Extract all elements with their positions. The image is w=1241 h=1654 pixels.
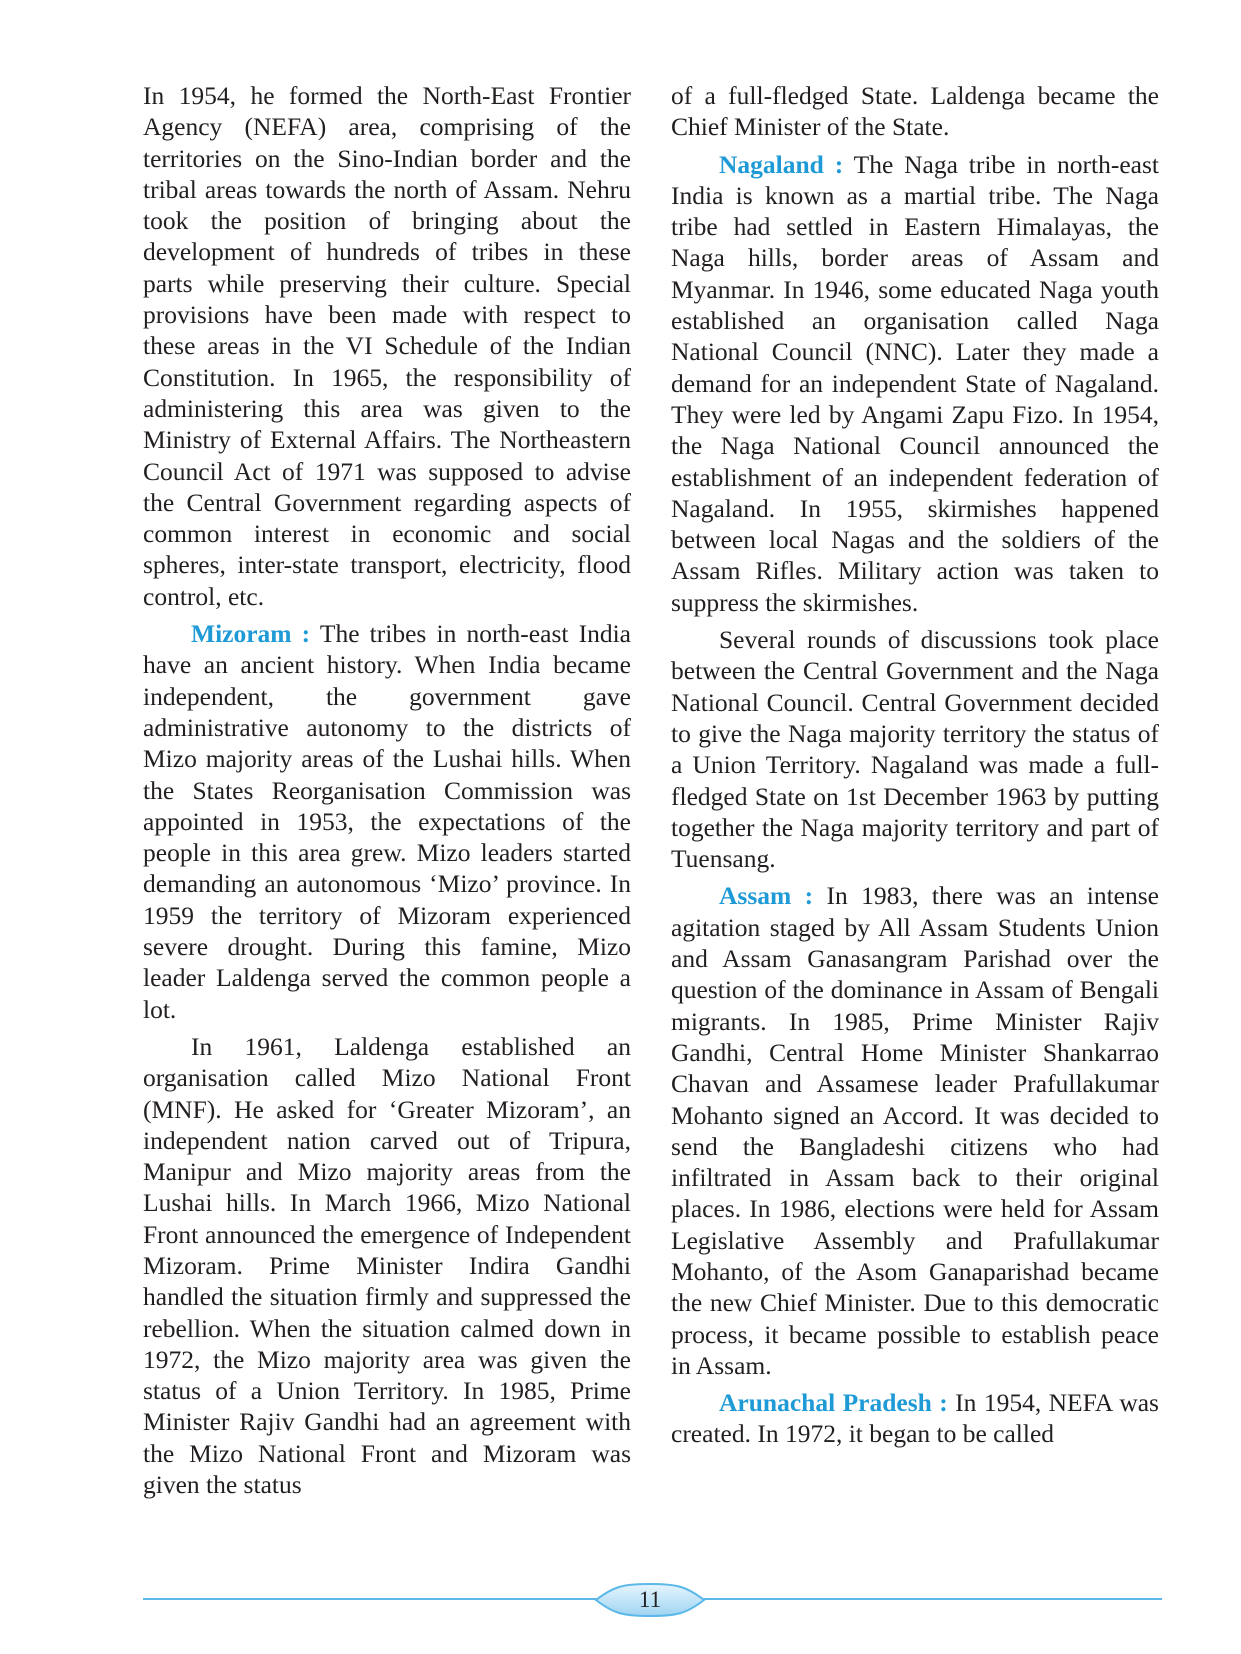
- paragraph-mizoram: [143, 618, 631, 1025]
- left-column: [143, 80, 631, 1506]
- paragraph-laldenga: In 1961, Laldenga established an organisation called Mizo National Front (MNF). He asked for ‘Greater Mizoram’, an independent nation carved out of Tripura, Manipur and Mizo majority areas from the Lushai hills. In March 1966, Mizo National Front announced the emergence of Independent Mizoram. Prime Minister Indira Gandhi handled the situation firmly and suppressed the rebellion. When the situation calmed down in 1972, the Mizo majority area was given the status of a Union Territory. In 1985, Prime Minister Rajiv Gandhi had an agreement with the Mizo National Front and Mizoram was given the status: [143, 1031, 631, 1500]
- heading-assam: Assam :: [719, 881, 814, 911]
- paragraph-nagaland: [671, 149, 1159, 618]
- page-number: 11: [638, 1587, 662, 1612]
- paragraph-mizoram-text: The tribes in north-east India have an ancient history. When India became independent, the government gave administrative autonomy to the districts of Mizo majority areas of the Lushai hills. When the States Reorganisation Commission was appointed in 1953, the expectations of the people in this area grew. Mizo leaders started demanding an autonomous ‘Mizo’ province. In 1959 the territory of Mizoram experienced severe drought. During this famine, Mizo leader Laldenga served the common people a lot.: [143, 619, 631, 1024]
- paragraph-continuation: of a full-fledged State. Laldenga became the Chief Minister of the State.: [671, 81, 1159, 142]
- paragraph-arunachal: [671, 1387, 1159, 1450]
- footer-rule-right: [700, 1598, 1162, 1600]
- heading-nagaland: Nagaland :: [719, 149, 844, 179]
- heading-mizoram: Mizoram :: [191, 619, 311, 649]
- heading-arunachal-pradesh: Arunachal Pradesh :: [719, 1388, 948, 1418]
- paragraph-arunachal-text: In 1954, NEFA was created. In 1972, it began to be called: [671, 1388, 1159, 1449]
- paragraph-assam-text: In 1983, there was an intense agitation staged by All Assam Students Union and Assam Ganasangram Parishad over the question of the dominance in Assam of Bengali migrants. In 1985, Prime Minister Rajiv Gandhi, Central Home Minister Shankarrao Chavan and Assamese leader Prafullakumar Mohanto signed an Accord. It was decided to send the Bangladeshi citizens who had infiltrated in Assam back to their original places. In 1986, elections were held for Assam Legislative Assembly and Prafullakumar Mohanto, of the Asom Ganaparishad became the new Chief Minister. Due to this democratic process, it became possible to establish peace in Assam.: [671, 881, 1159, 1380]
- paragraph-discussions: Several rounds of discussions took place between the Central Government and the Naga National Council. Central Government decided to give the Naga majority territory the status of a Union Territory. Nagaland was made a full-fledged State on 1st December 1963 by putting together the Naga majority territory and part of Tuensang.: [671, 625, 1159, 874]
- right-column: [671, 80, 1159, 1456]
- paragraph-nagaland-text: The Naga tribe in north-east India is known as a martial tribe. The Naga tribe had settled in Eastern Himalayas, the Naga hills, border areas of Assam and Myanmar. In 1946, some educated Naga youth established an organisation called Naga National Council (NNC). Later they made a demand for an independent State of Nagaland. They were led by Angami Zapu Fizo. In 1954, the Naga National Council announced the establishment of an independent federation of Nagaland. In 1955, skirmishes happened between local Nagas and the soldiers of the Assam Rifles. Military action was taken to suppress the skirmishes.: [671, 149, 1160, 617]
- paragraph-assam: [671, 880, 1159, 1381]
- paragraph-nefa: In 1954, he formed the North-East Frontier Agency (NEFA) area, comprising of the territories on the Sino-Indian border and the tribal areas towards the north of Assam. Nehru took the position of bringing about the development of hundreds of tribes in these parts while preserving their culture. Special provisions have been made with respect to these areas in the VI Schedule of the Indian Constitution. In 1965, the responsibility of administering this area was given to the Ministry of External Affairs. The Northeastern Council Act of 1971 was supposed to advise the Central Government regarding aspects of common interest in economic and social spheres, inter-state transport, electricity, flood control, etc.: [143, 81, 631, 611]
- footer-rule-left: [143, 1598, 601, 1600]
